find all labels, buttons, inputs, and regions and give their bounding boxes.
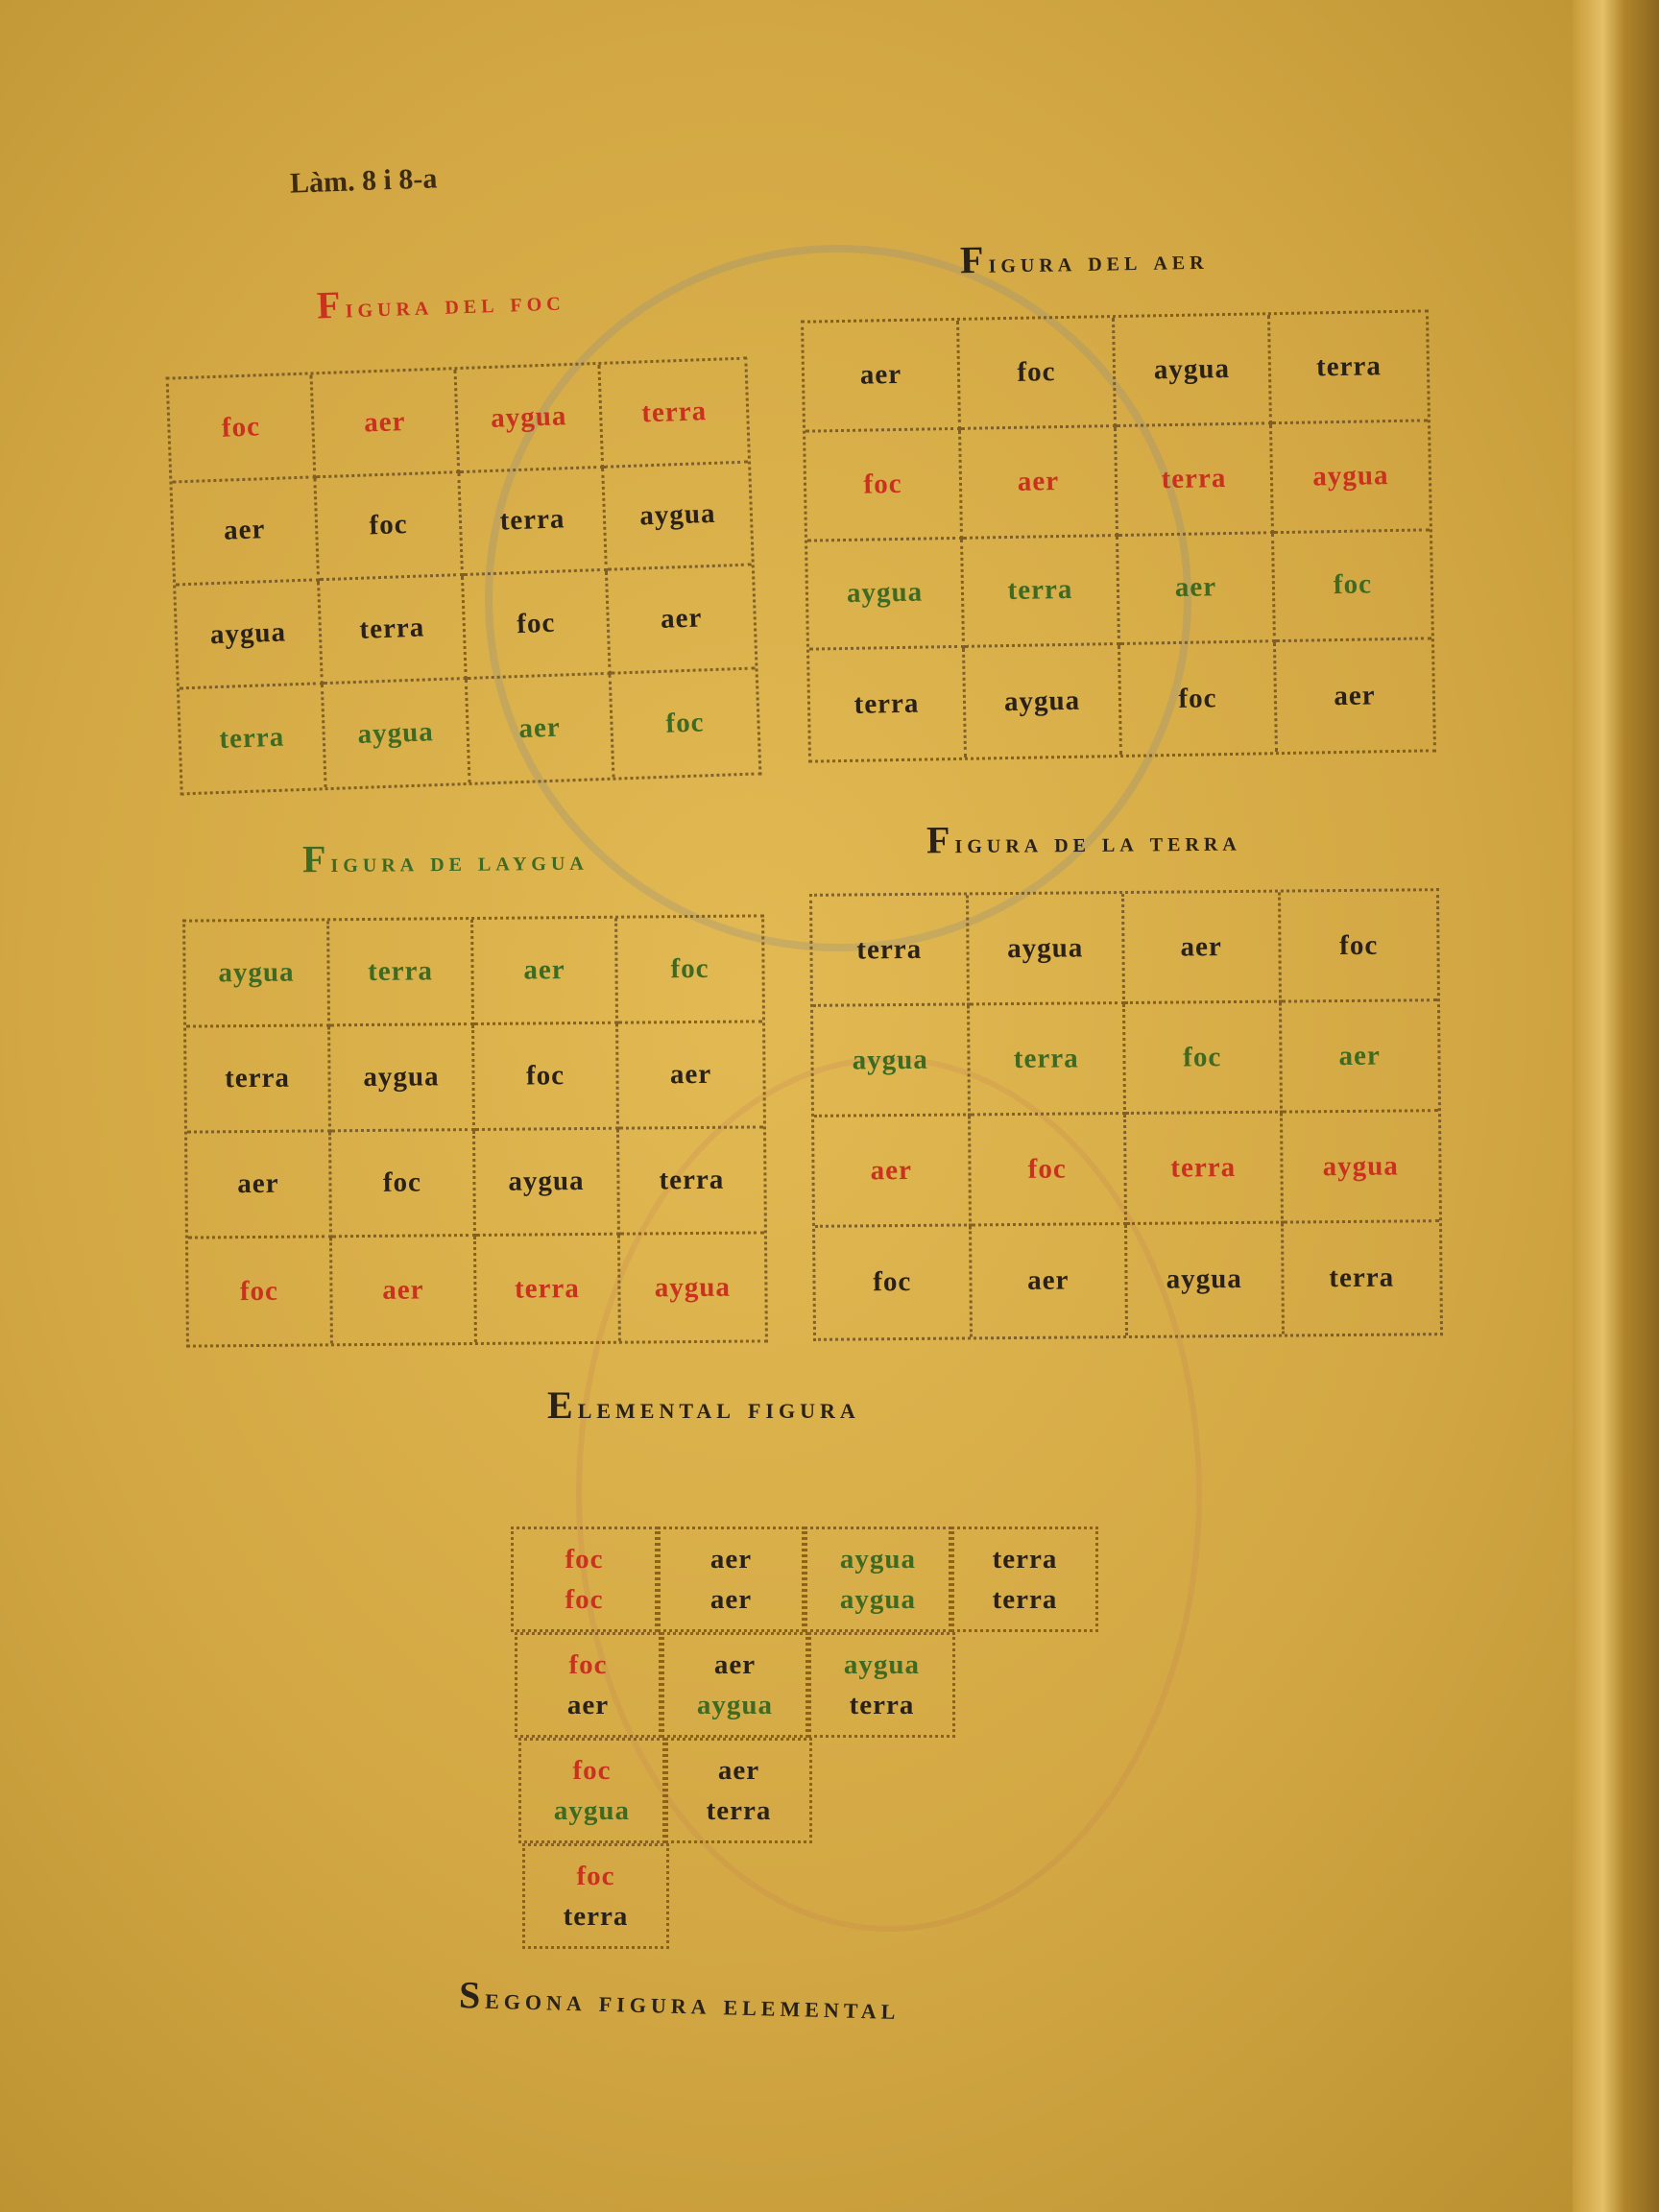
grid-cell: aer [468, 674, 615, 782]
grid-cell: terra [963, 537, 1120, 649]
grid-cell: aer [172, 478, 320, 587]
grid-cell: aer [1334, 679, 1376, 711]
grid-cell: aer [618, 1022, 763, 1129]
grid-cell: terra [619, 1128, 764, 1235]
elemental-word: aygua [553, 1795, 631, 1826]
grid-cell: terra [1126, 1114, 1283, 1225]
grid-cell: terra [1270, 312, 1428, 424]
grid-cell: aygua [475, 1130, 620, 1237]
grid-cell: aygua [330, 1025, 475, 1132]
grid-cell: foc [815, 1226, 972, 1337]
grid-cell: foc [971, 1115, 1127, 1226]
grid-cell: terra [1117, 424, 1274, 537]
grid-cell: foc [464, 571, 612, 680]
plate-reference: Làm. 8 i 8-a [289, 162, 438, 200]
elemental-word: terra [706, 1795, 772, 1826]
elemental-word: aygua [843, 1649, 921, 1680]
elemental-word: foc [576, 1861, 615, 1891]
grid-cell: terra [180, 685, 327, 793]
figura-de-la-terra-grid [809, 888, 1443, 1341]
elemental-cell [805, 1527, 951, 1632]
grid-cell: terra [186, 1026, 331, 1133]
grid-cell: aer [313, 370, 461, 478]
figura-del-foc-grid [166, 357, 762, 796]
grid-cell: aer [187, 1132, 332, 1238]
elemental-word: aygua [839, 1584, 917, 1615]
elemental-word: aygua [839, 1544, 917, 1575]
title-figura-de-laygua: Figura de laygua [301, 837, 589, 881]
grid-cell: aer [961, 427, 1118, 540]
elemental-cell [951, 1527, 1098, 1632]
elemental-word: aer [709, 1544, 753, 1575]
grid-cell: aygua [1282, 1112, 1438, 1223]
grid-cell: foc [664, 707, 706, 739]
elemental-cell [665, 1738, 812, 1843]
title-figura-del-aer: Figura del aer [959, 237, 1209, 282]
grid-cell: terra [970, 1004, 1126, 1116]
grid-cell: aer [1124, 893, 1281, 1004]
elemental-word: foc [565, 1544, 604, 1575]
elemental-word: terra [992, 1584, 1058, 1615]
grid-cell: aygua [813, 1005, 970, 1117]
grid-cell: aygua [968, 894, 1124, 1005]
grid-cell: foc [169, 374, 317, 483]
elemental-word: aygua [696, 1690, 774, 1720]
elemental-cell [808, 1632, 955, 1738]
grid-cell: foc [316, 473, 464, 582]
elemental-word: aer [717, 1755, 760, 1786]
grid-cell: terra [1329, 1262, 1395, 1294]
elemental-word: terra [849, 1690, 915, 1720]
elemental-cell [518, 1738, 665, 1843]
grid-cell: aygua [1115, 315, 1272, 427]
grid-cell: foc [188, 1238, 333, 1344]
title-segona-figura-elemental: Segona figura elemental [458, 1972, 901, 2027]
title-elemental-figura: Elemental figura [547, 1383, 860, 1427]
elemental-word: foc [572, 1755, 612, 1786]
grid-cell: aygua [456, 365, 604, 473]
elemental-word: aer [566, 1690, 610, 1720]
elemental-cell [515, 1632, 661, 1738]
grid-cell: foc [1274, 531, 1431, 643]
elemental-word: foc [568, 1649, 608, 1680]
grid-cell: aer [332, 1237, 477, 1343]
title-figura-de-la-terra: Figura de la terra [926, 818, 1241, 862]
elemental-word: aer [709, 1584, 753, 1615]
grid-cell: aygua [604, 463, 752, 571]
grid-cell: terra [600, 360, 748, 469]
book-page-edge [1573, 0, 1659, 2212]
grid-cell: terra [320, 576, 468, 685]
grid-cell: aygua [185, 921, 330, 1027]
elemental-cell [522, 1843, 669, 1949]
grid-cell: foc [1120, 642, 1278, 755]
grid-cell: aer [1281, 1001, 1437, 1113]
grid-cell: aer [608, 566, 756, 675]
figura-del-aer-grid [801, 309, 1436, 762]
grid-cell: terra [809, 648, 967, 760]
elemental-cell [658, 1527, 805, 1632]
elemental-figure-triangle [511, 1527, 1098, 1949]
grid-cell: terra [329, 920, 474, 1026]
grid-cell: aer [1118, 534, 1276, 646]
figura-de-laygua-grid [182, 914, 768, 1347]
grid-cell: aer [972, 1225, 1128, 1336]
grid-cell: aygua [1272, 421, 1430, 534]
grid-cell: aygua [1127, 1224, 1284, 1335]
elemental-word: terra [992, 1544, 1058, 1575]
grid-cell: terra [476, 1236, 621, 1342]
grid-cell: foc [1125, 1003, 1282, 1115]
grid-cell: aer [473, 919, 618, 1025]
grid-cell: foc [805, 430, 963, 542]
elemental-word: foc [565, 1584, 604, 1615]
grid-cell: aer [814, 1116, 971, 1227]
grid-cell: aygua [965, 645, 1122, 757]
grid-cell: aygua [176, 581, 324, 689]
grid-cell: aer [804, 321, 961, 433]
grid-cell: foc [331, 1131, 476, 1238]
elemental-word: aer [713, 1649, 757, 1680]
grid-cell: aygua [654, 1271, 732, 1303]
elemental-word: terra [563, 1901, 629, 1932]
grid-cell: aygua [807, 539, 965, 651]
grid-cell: foc [474, 1024, 619, 1131]
grid-cell: terra [812, 895, 969, 1006]
grid-cell: foc [959, 318, 1117, 430]
grid-cell: terra [460, 468, 608, 576]
grid-cell: aygua [324, 679, 471, 787]
elemental-cell [661, 1632, 808, 1738]
grid-cell: foc [1280, 891, 1436, 1002]
elemental-cell [511, 1527, 658, 1632]
grid-cell: foc [617, 917, 762, 1023]
title-figura-del-foc: Figura del foc [316, 282, 566, 327]
